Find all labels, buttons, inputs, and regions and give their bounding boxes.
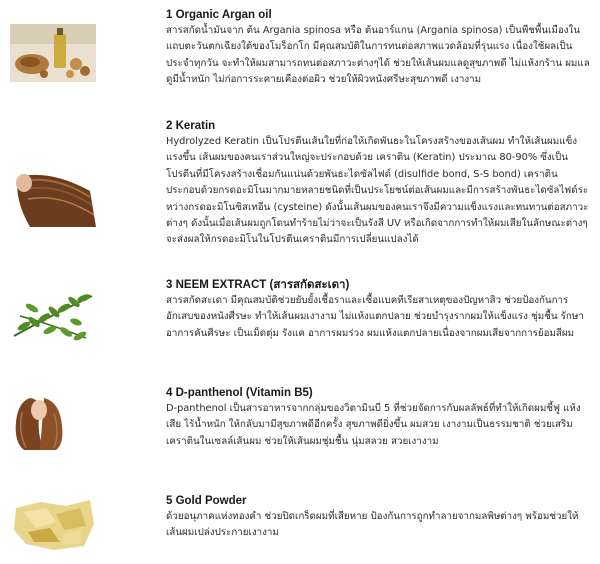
keratin-hair-image	[10, 169, 96, 227]
ingredient-title: 5 Gold Powder	[166, 495, 247, 507]
neem-text	[166, 278, 590, 342]
ingredient-description: Hydrolyzed Keratin เป็นโปรตีนเส้นใยที่ก่อให้เกิดพันธะในโครงสร้างของเส้นผม ทำให้เส้นผมแข็งแรงขึ้น เส้นผมของคนเราส่วนใหญ่จะประกอบด้วย เคราติน (Keratin) ประมาณ 80-90% ซึ่งเป็นโปรตีนที่มีโครงสร้างเชื่อมกันแน่นด้วยพันธะไดซัลไฟด์ (disulfide bond, S-S bond) เคราตินประกอบด้วยกรดอะมิโนมากมายหลายชนิดที่เป็นประโยชน์ต่อเส้นผมและมีการสร้างพันธะไดซัลไฟด์ระหว่างกรดอะมิโนซิสเทอีน (cysteine) ดังนั้นเส้นผมของคนเราจึงมีความแข็งแรงและทนทานต่อสภาวะต่างๆ ดังนั้นเมื่อเส้นผมถูกโดนทำร้ายไม่ว่าจะเป็นรังสี UV หรือเกิดจากการทำให้ผมเสียในลักษณะต่างๆ จะส่งผลให้กรดอะมิโนในโปรตีนเคราตินมีการเปลี่ยนแปลงได้	[166, 136, 589, 246]
ingredient-title: 2 Keratin	[166, 120, 216, 132]
ingredient-title: 1 Organic Argan oil	[166, 9, 272, 21]
keratin-text	[166, 119, 590, 249]
ingredient-title: 4 D-panthenol (Vitamin B5)	[166, 387, 313, 399]
ingredient-description: D-panthenol เป็นสารอาหารจากกลุ่มของวิตามินบี 5 ที่ช่วยจัดการกับผลลัพธ์ที่ทำให้เกิดผมชี้ฟู แห้งเสีย ไร้น้ำหนัก ให้กลับมามีสุขภาพดีอีกครั้ง สุขภาพดียิ่งขึ้น ผมสวย เงางามเป็นธรรมชาติ ช่วยเสริมเคราตินในเซลล์เส้นผม ช่วยให้เส้นผมชุ่มชื้น นุ่มสลวย สวยเงางาม	[166, 403, 581, 447]
ingredient-description: สารสกัดน้ำมันจาก ต้น Argania spinosa หรือ ต้นอาร์แกน (Argania spinosa) เป็นพืชพื้นเมืองในแถบตะวันตกเฉียงใต้ของโมร็อกโก มีคุณสมบัติในการทนต่อสภาพแวดล้อมที่รุนแรง เนื่องใช้ผลเป็นประจำทุกวัน จะทำให้ผมสามารถทนต่อสภาวะต่างๆได้ ช่วยให้เส้นผมแลดูสุขภาพดี ไม่แห้งกร้าน ผมแลดูมีน้ำหนัก ไม่ก่อการระคายเคืองต่อผิว ช่วยให้ผิวหนังศรีษะสุขภาพดี เงางาม	[166, 25, 590, 86]
neem-leaves-image	[10, 286, 96, 344]
ingredient-title: 3 NEEM EXTRACT (สารสกัดสะเดา)	[166, 279, 350, 291]
argan-text	[166, 8, 590, 89]
ingredient-description: ด้วยอนุภาคแห่งทองคำ ช่วยปิดเกร็ดผมที่เสียหาย ป้องกันการถูกทำลายจากมลพิษต่างๆ พร้อมช่วยให้เส้นผมเปล่งประกายเงางาม	[166, 511, 579, 539]
gold-powder-image	[10, 494, 96, 552]
d-panthenol-hair-image	[10, 392, 96, 450]
gold-powder-text	[166, 494, 590, 542]
argan-oil-image	[10, 24, 96, 82]
d-panthenol-text	[166, 386, 590, 450]
ingredient-description: สารสกัดสะเดา มีคุณสมบัติช่วยยับยั้งเชื้อราและเชื้อแบคทีเรียสาเหตุของปัญหาสิว ช่วยป้องกันการอักเสบของหนังศีรษะ ทำให้เส้นผมเงางาม ไม่แห้งแตกปลาย ช่วยบำรุงรากผมให้แข็งแรง ชุ่มชื้น รักษาอาการคันศีรษะ เป็นเม็ดตุ่ม รังแค อาการผมร่วง ผมแห้งแตกปลายเนื่องจากผมเสียจากการย้อมสีผม	[166, 295, 584, 339]
